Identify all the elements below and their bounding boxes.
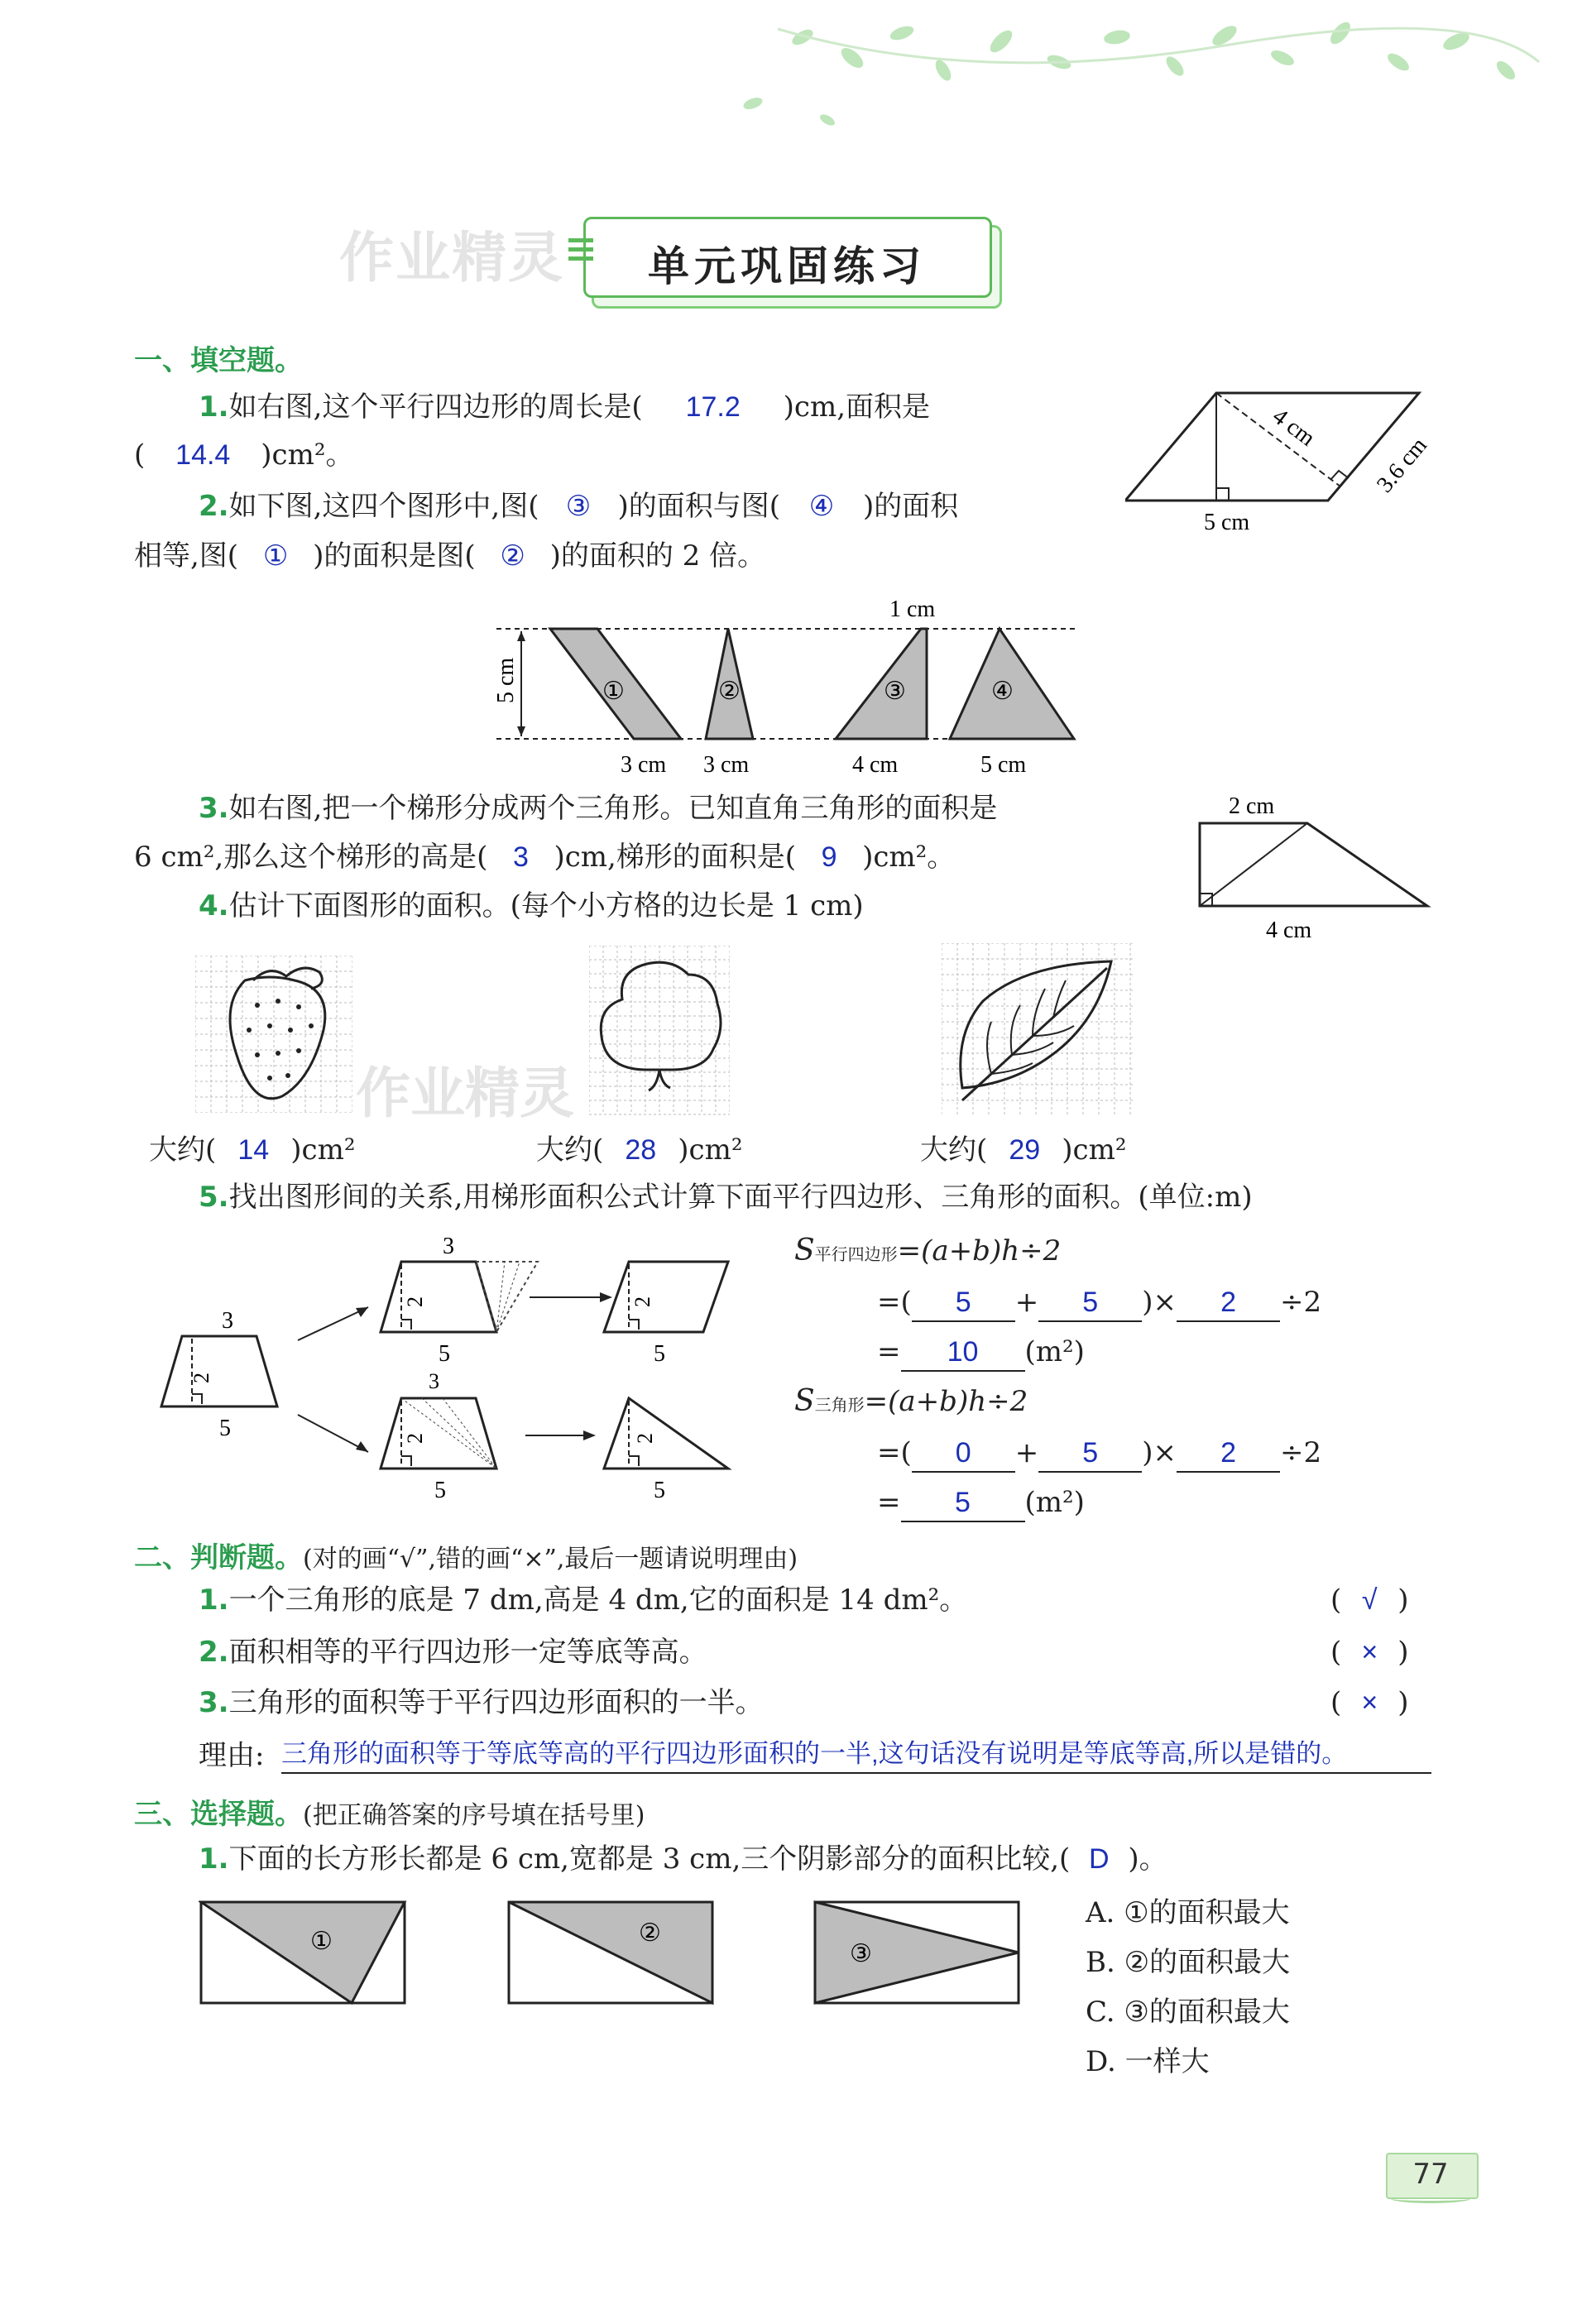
choice-rect-1-label: ① <box>310 1928 333 1955</box>
q2-base-3: 4 cm <box>852 752 899 778</box>
q5-para-height-label: 2 <box>403 1296 427 1307</box>
page-number: 77 <box>1412 2158 1449 2191</box>
choice-rect-3 <box>813 1900 1021 2007</box>
leaf-grid-figure <box>942 943 1134 1115</box>
q3-line2: 6 cm²,那么这个梯形的高是( 3 )cm,梯形的面积是( 9 )cm²。 <box>134 841 956 874</box>
choice-option-a: A. ①的面积最大 <box>1086 1896 1290 1929</box>
leaf-decoration <box>728 12 1556 145</box>
q5-tri-formula: S三角形=(a+b)h÷2 <box>794 1384 1028 1418</box>
q5-para-step: =( 5 + 5 )× 2 ÷2 <box>877 1284 1321 1322</box>
q4-estimate-2: 大约( 28 )cm² <box>536 1133 743 1167</box>
judge-answer-3: ( × ) <box>1330 1686 1409 1719</box>
q5-tri-bottom-label: 5 <box>434 1478 446 1503</box>
q1-answer-area: 14.4 <box>175 439 231 471</box>
page-number-badge <box>1386 2153 1477 2204</box>
q1-line2: ( 14.4 )cm²。 <box>134 438 354 472</box>
q2-label-3: ③ <box>884 678 906 705</box>
q3-top-label: 2 cm <box>1229 793 1275 819</box>
section3-title: 三、选择题。(把正确答案的序号填在括号里) <box>134 1798 645 1831</box>
q5-tri-step: =( 0 + 5 )× 2 ÷2 <box>877 1435 1321 1473</box>
q5-tri2-height-label: 2 <box>633 1433 657 1444</box>
q5-tri2-bottom-label: 5 <box>654 1478 665 1503</box>
q2-height-label: 5 cm <box>493 657 519 703</box>
q2-shapes-figure <box>480 592 1084 782</box>
q5-line: 5.找出图形间的关系,用梯形面积公式计算下面平行四边形、三角形的面积。(单位:m) <box>199 1181 1253 1214</box>
title-banner <box>583 217 997 304</box>
choice-question-1: 1.下面的长方形长都是 6 cm,宽都是 3 cm,三个阴影部分的面积比较,( D )。 <box>199 1842 1167 1876</box>
judge-item-1: 1.一个三角形的底是 7 dm,高是 4 dm,它的面积是 14 dm²。 <box>199 1584 968 1617</box>
q5-para2-height-label: 2 <box>630 1296 654 1307</box>
judge-answer-1: ( √ ) <box>1330 1584 1409 1617</box>
q2-line2: 相等,图( ① )的面积是图( ② )的面积的 2 倍。 <box>134 539 766 573</box>
q2-line1: 2.如下图,这四个图形中,图( ③ )的面积与图( ④ )的面积 <box>199 490 959 523</box>
section2-title: 二、判断题。(对的画“√”,错的画“×”,最后一题请说明理由) <box>134 1541 798 1574</box>
q4-estimate-1: 大约( 14 )cm² <box>149 1133 356 1167</box>
q2-label-1: ① <box>602 678 625 705</box>
choice-option-d: D. 一样大 <box>1086 2045 1210 2078</box>
strawberry-grid-figure <box>195 956 352 1113</box>
choice-option-c: C. ③的面积最大 <box>1086 1996 1290 2029</box>
q2-top-label: 1 cm <box>889 597 936 622</box>
q5-para2-bottom-label: 5 <box>654 1341 665 1367</box>
q4-estimate-3: 大约( 29 )cm² <box>920 1133 1127 1167</box>
q2-label-4: ④ <box>991 678 1014 705</box>
q5-tri-result: = 5 (m²) <box>877 1484 1085 1522</box>
choice-rect-3-label: ③ <box>850 1940 872 1967</box>
q2-label-2: ② <box>718 678 741 705</box>
q5-para-formula: S平行四边形=(a+b)h÷2 <box>794 1234 1062 1267</box>
q3-trapezoid-figure <box>1191 790 1448 947</box>
q2-base-2: 3 cm <box>703 752 750 778</box>
choice-rect-1 <box>199 1900 407 2007</box>
q3-line1: 3.如右图,把一个梯形分成两个三角形。已知直角三角形的面积是 <box>199 792 998 825</box>
judge-answer-2: ( × ) <box>1330 1636 1409 1669</box>
q3-bottom-label: 4 cm <box>1266 918 1312 943</box>
judge-reason-text: 三角形的面积等于等底等高的平行四边形面积的一半,这句话没有说明是等底等高,所以是错的。 <box>281 1736 1431 1774</box>
q5-para-result: = 10 (m²) <box>877 1334 1085 1372</box>
q5-height-label: 2 <box>189 1373 213 1383</box>
watermark-middle: 作业精灵 <box>356 1061 574 1125</box>
q5-transform-figure <box>149 1224 745 1506</box>
section1-title: 一、填空题。 <box>134 344 303 377</box>
q1-base-label: 5 cm <box>1204 510 1250 535</box>
q1-height-label: 4 cm <box>1268 403 1320 452</box>
q4-line: 4.估计下面图形的面积。(每个小方格的边长是 1 cm) <box>199 889 864 922</box>
q1-side-label: 3.6 cm <box>1372 433 1432 498</box>
q2-base-4: 5 cm <box>980 752 1027 778</box>
q5-top-label: 3 <box>222 1308 233 1334</box>
q5-tri-top-label: 3 <box>429 1369 439 1393</box>
judge-reason-label: 理由: <box>199 1739 265 1772</box>
q2-base-1: 3 cm <box>621 752 667 778</box>
q1-answer-perimeter: 17.2 <box>685 391 741 423</box>
q5-para-bottom-label: 5 <box>439 1341 450 1367</box>
tree-grid-figure <box>589 946 730 1119</box>
choice-rect-2 <box>506 1900 715 2007</box>
q5-para-top-label: 3 <box>443 1234 454 1259</box>
choice-option-b: B. ②的面积最大 <box>1086 1946 1291 1979</box>
choice-rect-2-label: ② <box>639 1919 661 1947</box>
judge-item-3: 3.三角形的面积等于平行四边形面积的一半。 <box>199 1686 764 1719</box>
q1-parallelogram-figure <box>1125 381 1440 546</box>
judge-item-2: 2.面积相等的平行四边形一定等底等高。 <box>199 1636 707 1669</box>
q5-bottom-label: 5 <box>219 1416 231 1441</box>
q5-tri-height-label: 2 <box>403 1433 427 1444</box>
q1-line1: 1.如右图,这个平行四边形的周长是( 17.2 )cm,面积是 <box>199 391 931 424</box>
page-title: 单元巩固练习 <box>648 242 926 290</box>
watermark-header: 作业精灵 <box>339 226 564 290</box>
